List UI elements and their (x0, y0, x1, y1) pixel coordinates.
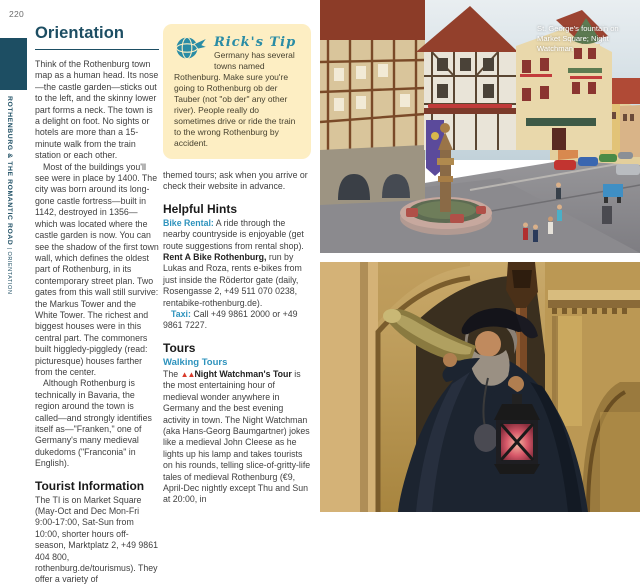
sidebar-title: ROTHENBURG & THE ROMANTIC ROAD (6, 96, 13, 246)
tourist-info-text: The TI is on Market Square (May-Oct and Dec Mon-Fri 9:00-17:00, Sat-Sun from 10:00, shorter hours off-season, Marktplatz 2, +49 9861 404 800, rothenburg.de/tourismus). They offer a variety of (35, 494, 158, 585)
globe-plane-icon (174, 34, 208, 60)
walking-tours-subheading: Walking Tours (163, 356, 228, 368)
tours-heading: Tours (163, 340, 196, 355)
photo-caption: St. George's fountain on Market Square; Night Watchman (537, 24, 619, 54)
ricks-tip-box (163, 24, 311, 159)
photo-column (320, 0, 640, 512)
bike-rental-bold: Rent A Bike Rothenburg, (163, 252, 267, 263)
ricks-tip-title: Rick's Tip (214, 35, 297, 50)
bike-rental-text-2: run by Lukas and Roza, rents e-bikes from just inside the Rödertor gate (daily, Rosengasse 2, +49 511 070 0238, rentabike-rothenburg.de). (163, 252, 302, 308)
taxi-label: Taxi: (171, 309, 191, 320)
night-watchman-photo (320, 262, 640, 512)
heading-rule (35, 49, 159, 50)
tour-name: Night Watchman's Tour (194, 368, 292, 379)
chapter-tab (0, 38, 27, 90)
taxi-paragraph (163, 309, 311, 332)
ricks-tip-text: Germany has several towns named Rothenburg. Make sure you're going to Rothenburg ob der Tauber (not "ob der" any other river). People really do sometimes drive or ride the train to the wrong Rothenburg by accident. (174, 50, 296, 148)
helpful-hints-heading: Helpful Hints (163, 201, 237, 216)
rating-triangles-icon: ▲▲ (180, 369, 195, 379)
middle-column (163, 24, 311, 506)
left-column (35, 24, 159, 586)
bike-rental-label: Bike Rental: (163, 217, 214, 228)
sidebar-section: | ORIENTATION (6, 245, 12, 295)
orientation-heading: Orientation (35, 24, 125, 42)
orientation-para-1: Think of the Rothenburg town map as a human head. Its nose—the castle garden—sticks out to the left, and the skinny lower part forms a neck. The town is a delight on foot. No sights or hotels are more than a 15-minute walk from the train station or each other. (35, 59, 159, 161)
tour-text: is the most entertaining hour of medieval wonder anywhere in Germany and the best evening activity in town. The Night Watchman (aka Hans-Georg Baumgartner) jokes like a medieval John Cleese as he lights up his lamp and takes tourists on his rounds, telling slice-of-gritty-life tales of medieval Rothenburg (€9, April-Dec nightly except Thu and Sun at 20:00, in (163, 368, 311, 505)
page-number: 220 (9, 9, 25, 19)
night-watchman-paragraph (163, 369, 311, 506)
orientation-para-3: Although Rothenburg is technically in Bavaria, the region around the town is called—and strongly identifies itself as—"Franken," one of Germany's many medieval dukedoms ("Franconia" in English). (35, 378, 152, 469)
bike-rental-text-1: A ride through the nearby countryside is enjoyable (get route suggestions from rental shop). (163, 217, 304, 251)
bike-rental-paragraph (163, 218, 311, 309)
taxi-text: Call +49 9861 2000 or +49 9861 7227. (163, 309, 298, 331)
sidebar-vertical-label (6, 96, 13, 294)
tour-lead: The (163, 368, 181, 379)
tourist-info-heading: Tourist Information (35, 478, 145, 493)
tours-continuation-text: themed tours; ask when you arrive or check their website in advance. (163, 170, 308, 192)
orientation-para-2: Most of the buildings you'll see were in place by 1400. The city was born around its long-gone castle fortress—built in 1142, destroyed in 1356—which was located where the castle garden is now. You can see the shadow of the first town wall, which defines the oldest part of Rothenburg, in its contemporary street plan. Two gates from this wall still survive: the Markus Tower and the White Tower. The richest and biggest houses were in this central part. The commoners built higgledy-piggledy (read: picturesque) houses farther from the center. (35, 161, 159, 377)
